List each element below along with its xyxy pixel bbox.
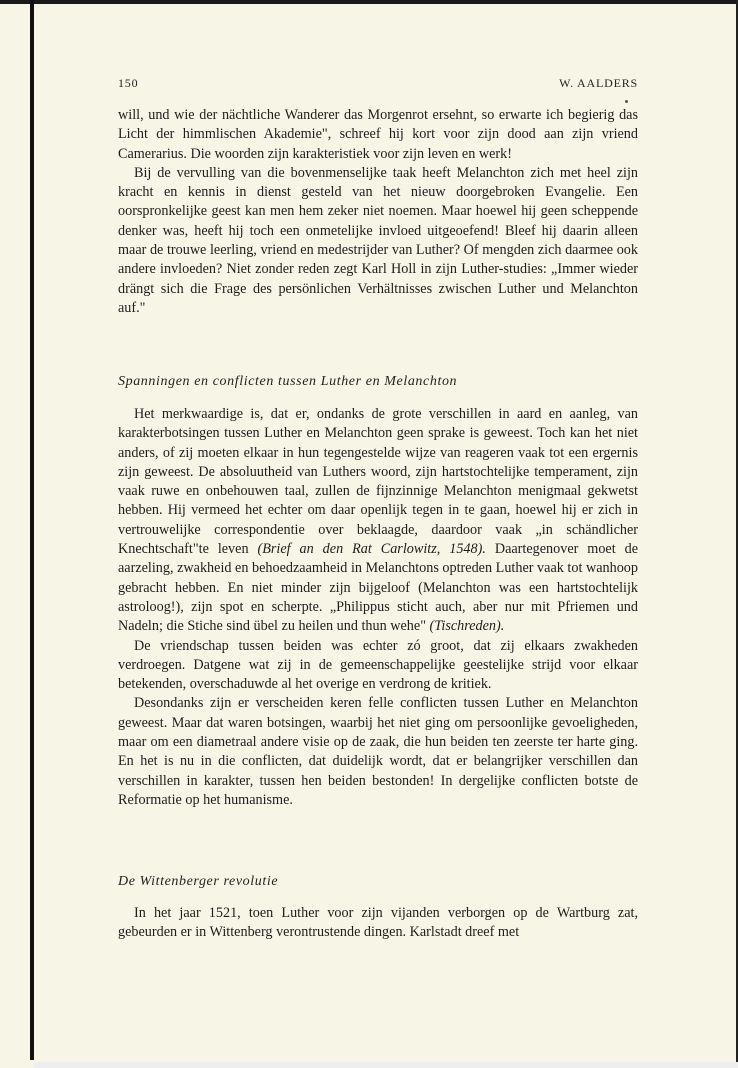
page-header <box>118 76 638 91</box>
paragraph-opening: will, und wie der nächtliche Wanderer das Morgenrot ersehnt, so erwarte ich begierig das Licht der himmlischen Akademie", schreef hij kort voor zijn dood aan zijn vriend Camerarius. Die woorden zijn karakteristiek voor zijn leven en werk! <box>118 107 638 162</box>
section-wittenberger <box>118 904 638 943</box>
scan-edge-top <box>0 0 738 4</box>
paragraph-karakterbotsingen <box>118 405 638 637</box>
section-opening <box>118 106 638 318</box>
section-heading-wittenberger: De Wittenberger revolutie <box>118 874 279 889</box>
paragraph-conflicten: Desondanks zijn er verscheiden keren felle conflicten tussen Luther en Melanchton geweest. Maar dat waren botsingen, waarbij het niet ging om persoonlijke gevoeligheden, maar om een diametraal andere visie op de zaak, die hun beiden ten zeerste ter harte ging. En het is nu in die conflicten, dat duidelijk wordt, dat er belangrijker verschillen dan verschillen in karakter, tussen hen beiden bestonden! In dergelijke conflicten botste de Reformatie op het humanisme. <box>118 695 638 808</box>
section-heading-spanningen: Spanningen en conflicten tussen Luther en Melanchton <box>118 374 458 389</box>
scan-edge-bottom <box>34 1062 738 1068</box>
paragraph-vriendschap: De vriendschap tussen beiden was echter zó groot, dat zij elkaars zwakheden verdroegen. Datgene wat zij in de gemeenschappelijke geestelijke strijd voor elkaar betekenden, overschaduwde al het overige en verdrong de kritiek. <box>118 637 638 693</box>
paragraph-wartburg: In het jaar 1521, toen Luther voor zijn vijanden verborgen op de Wartburg zat, gebeurden er in Wittenberg verontrustende dingen. Karlstadt dreef met <box>118 905 638 941</box>
citation-brief: (Brief an den Rat Carlowitz, 1548). <box>257 541 486 558</box>
running-author: W. AALDERS <box>559 76 638 90</box>
paragraph-melanchton-influence: Bij de vervulling van die bovenmenselijke taak heeft Melanchton zich met heel zijn kracht en kennis in dienst gesteld van het nieuw doorgebroken Evangelie. Een oorspronkelijke geest kan men hem zeker niet noemen. Maar hoewel hij geen scheppende denker was, heeft hij toch een onmetelijke invloed uitgeoefend! Bleef hij daarin alleen maar de trouwe leerling, vriend en medestrijder van Luther? Of mengden zich daarmee ook andere invloeden? Niet zonder reden zegt Karl Holl in zijn Luther-studies: „Immer wieder drängt sich die Frage des persönlichen Verhältnisses zwischen Luther und Melanchton auf." <box>118 164 638 316</box>
paragraph-text: Daartegenover moet de aarzeling, zwakheid en behoedzaamheid in Melanchtons optreden Luther vaak tot wanhoop gebracht hebben. En niet minder zijn bijgeloof (Melanchton was een hartstochtelijk astroloog!), zijn spot en scherpte. „Philippus sticht auch, aber nur mit Pfriemen und Nadeln; die Stiche sind übel zu heilen und thun wehe" <box>118 541 638 635</box>
page-number: 150 <box>118 76 139 90</box>
paragraph-text: Het merkwaardige is, dat er, ondanks de grote verschillen in aard en aanleg, van karakterbotsingen tussen Luther en Melanchton geen sprake is geweest. Toch kan het niet anders, of zij moeten elkaar in hun tegengestelde wijze van reageren vaak tot een ergernis zijn geweest. De absoluutheid van Luthers woord, zijn hartstochtelijke temperament, zijn vaak ruwe en onbehouwen taal, zullen de fijnzinnige Melanchton menigmaal gekwetst hebben. Hij vermeed het echter om daar openlijk tegen in te gaan, hoewel hij er zich in vertrouwelijke correspondentie over beklaagde, daardoor vaak „in schändlicher Knechtschaft"te leven <box>118 406 638 558</box>
section-spanningen <box>118 405 638 810</box>
scan-speck <box>625 100 628 103</box>
citation-tischreden: (Tischreden). <box>429 618 505 635</box>
scan-edge-left <box>30 0 34 1060</box>
